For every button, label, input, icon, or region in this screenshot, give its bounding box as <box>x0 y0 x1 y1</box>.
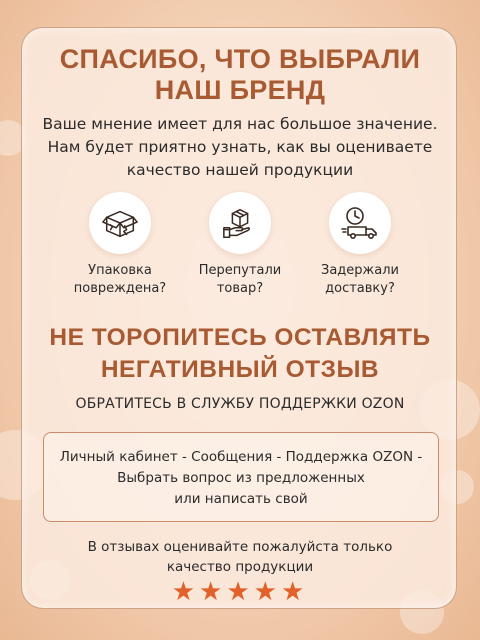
support-path-line3: или написать свой <box>174 491 308 507</box>
issue-label-line1: Задержали <box>321 263 399 278</box>
intro-text <box>0 113 480 182</box>
warning-title-line2: НЕГАТИВНЫЙ ОТЗЫВ <box>100 356 380 383</box>
support-path-box <box>43 432 439 522</box>
issue-damaged-package <box>50 192 190 298</box>
star-icon: ★ <box>199 577 227 607</box>
review-note-line1: В отзывах оценивайте пожалуйста только <box>87 539 393 555</box>
issue-delayed-delivery <box>290 192 430 298</box>
intro-line1: Ваше мнение имеет для нас большое значение. <box>42 115 438 133</box>
support-path-line2: Выбрать вопрос из предложенных <box>117 470 365 486</box>
issue-wrong-item <box>170 192 310 298</box>
issue-label <box>50 262 190 298</box>
issue-label <box>170 262 310 298</box>
thanks-title-line2: НАШ БРЕНД <box>154 75 326 105</box>
box-on-hand-icon <box>221 204 259 242</box>
star-icon: ★ <box>253 577 281 607</box>
intro-line2: Нам будет приятно узнать, как вы оцениваете <box>47 138 433 156</box>
thanks-title <box>0 44 480 106</box>
icon-circle <box>89 192 151 254</box>
star-icon: ★ <box>226 577 254 607</box>
star-icon: ★ <box>280 577 309 607</box>
support-path-line1: Личный кабинет - Сообщения - Поддержка OZON - <box>59 449 423 465</box>
warning-title-line1: НЕ ТОРОПИТЕСЬ ОСТАВЛЯТЬ <box>49 324 431 351</box>
thanks-title-line1: СПАСИБО, ЧТО ВЫБРАЛИ <box>59 44 421 74</box>
issue-label-line1: Упаковка <box>88 263 152 278</box>
issue-label-line2: товар? <box>216 281 264 296</box>
issue-label-line2: доставку? <box>325 281 395 296</box>
issues-row <box>0 192 480 302</box>
star-rating <box>0 578 480 606</box>
review-note-line2: качество продукции <box>166 559 314 575</box>
delivery-truck-clock-icon <box>340 203 380 243</box>
issue-label-line2: повреждена? <box>73 281 167 296</box>
issue-label-line1: Перепутали <box>198 263 282 278</box>
issue-label <box>290 262 430 298</box>
damaged-box-icon <box>101 204 139 242</box>
icon-circle <box>209 192 271 254</box>
support-text: ОБРАТИТЕСЬ В СЛУЖБУ ПОДДЕРЖКИ OZON <box>75 396 405 412</box>
review-note <box>0 537 480 577</box>
star-icon: ★ <box>171 577 200 607</box>
intro-line3: качество нашей продукции <box>126 161 354 179</box>
icon-circle <box>329 192 391 254</box>
warning-title <box>0 322 480 386</box>
